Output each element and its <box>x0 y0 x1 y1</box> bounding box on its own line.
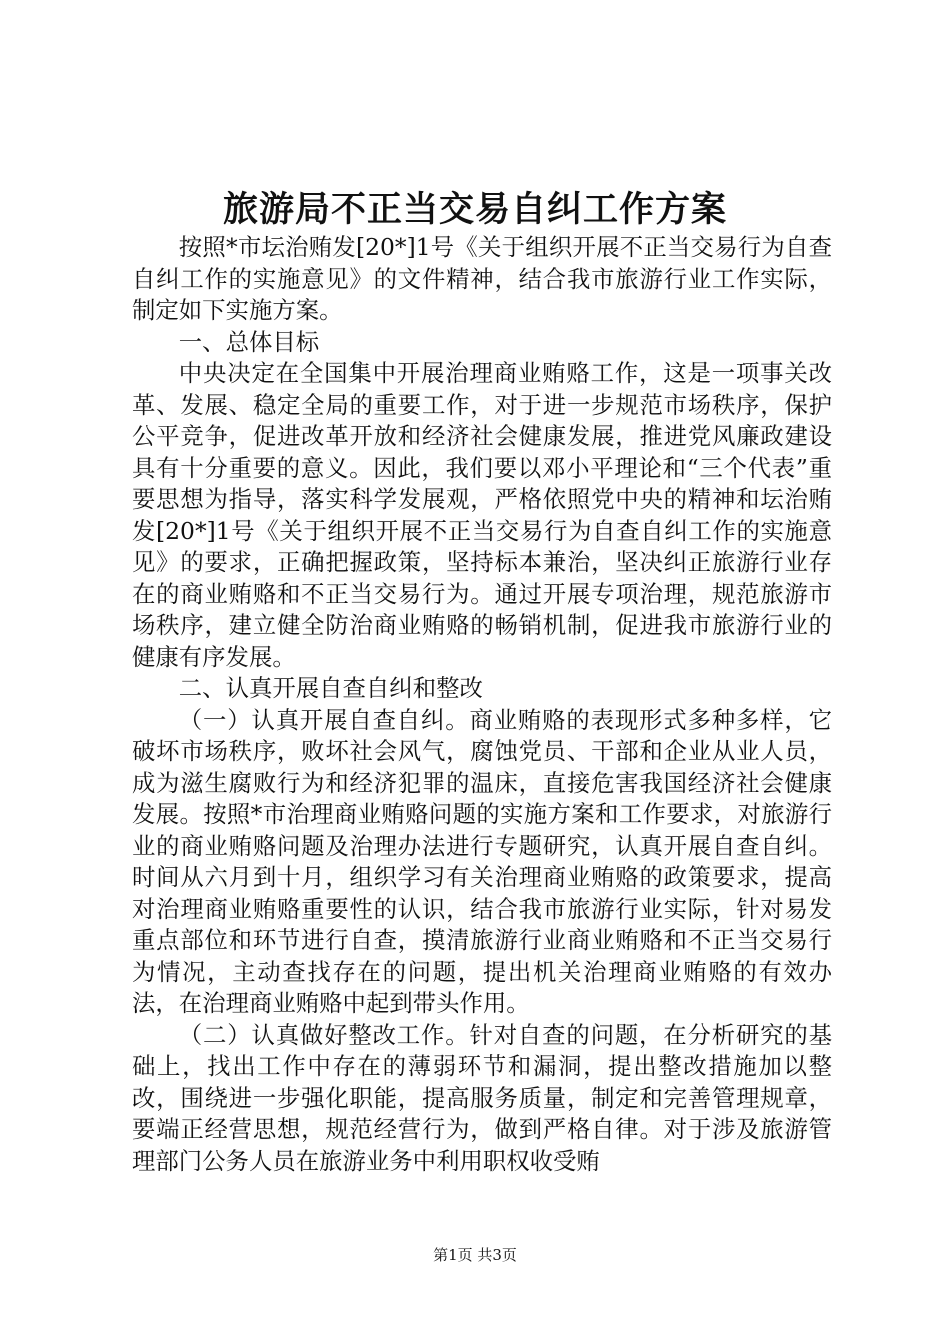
self-check-paragraph: （一）认真开展自查自纠。商业贿赂的表现形式多种多样，它破坏市场秩序，败坏社会风气，腐蚀党员、干部和企业从业人员，成为滋生腐败行为和经济犯罪的温床，直接危害我国经济社会健康发展。按照*市治理商业贿赂问题的实施方案和工作要求，对旅游行业的商业贿赂问题及治理办法进行专题研究，认真开展自查自纠。时间从六月到十月，组织学习有关治理商业贿赂的政策要求，提高对治理商业贿赂重要性的认识，结合我市旅游行业实际，针对易发重点部位和环节进行自查，摸清旅游行业商业贿赂和不正当交易行为情况，主动查找存在的问题，提出机关治理商业贿赂的有效办法，在治理商业贿赂中起到带头作用。 <box>132 705 832 1017</box>
intro-paragraph: 按照*市坛治贿发[20*]1号《关于组织开展不正当交易行为自查自纠工作的实施意见》的文件精神，结合我市旅游行业工作实际，制定如下实施方案。 <box>132 233 832 324</box>
section-heading-self-check: 二、认真开展自查自纠和整改 <box>178 674 483 702</box>
section-heading-goals: 一、总体目标 <box>178 327 320 356</box>
document-body <box>132 232 832 1177</box>
page-footer: 第1页 共3页 <box>433 1246 517 1264</box>
goals-paragraph: 中央决定在全国集中开展治理商业贿赂工作，这是一项事关改革、发展、稳定全局的重要工作，对于进一步规范市场秩序，保护公平竞争，促进改革开放和经济社会健康发展，推进党风廉政建设具有十分重要的意义。因此，我们要以邓小平理论和“三个代表”重要思想为指导，落实科学发展观，严格依照党中央的精神和坛治贿发[20*]1号《关于组织开展不正当交易行为自查自纠工作的实施意见》的要求，正确把握政策，坚持标本兼治，坚决纠正旅游行业存在的商业贿赂和不正当交易行为。通过开展专项治理，规范旅游市场秩序，建立健全防治商业贿赂的畅销机制，促进我市旅游行业的健康有序发展。 <box>132 359 832 671</box>
document-title: 旅游局不正当交易自纠工作方案 <box>222 189 727 230</box>
rectification-paragraph: （二）认真做好整改工作。针对自查的问题，在分析研究的基础上，找出工作中存在的薄弱环节和漏洞，提出整改措施加以整改，围绕进一步强化职能，提高服务质量，制定和完善管理规章，要端正经营思想，规范经营行为，做到严格自律。对于涉及旅游管理部门公务人员在旅游业务中利用职权收受贿 <box>132 1020 832 1175</box>
